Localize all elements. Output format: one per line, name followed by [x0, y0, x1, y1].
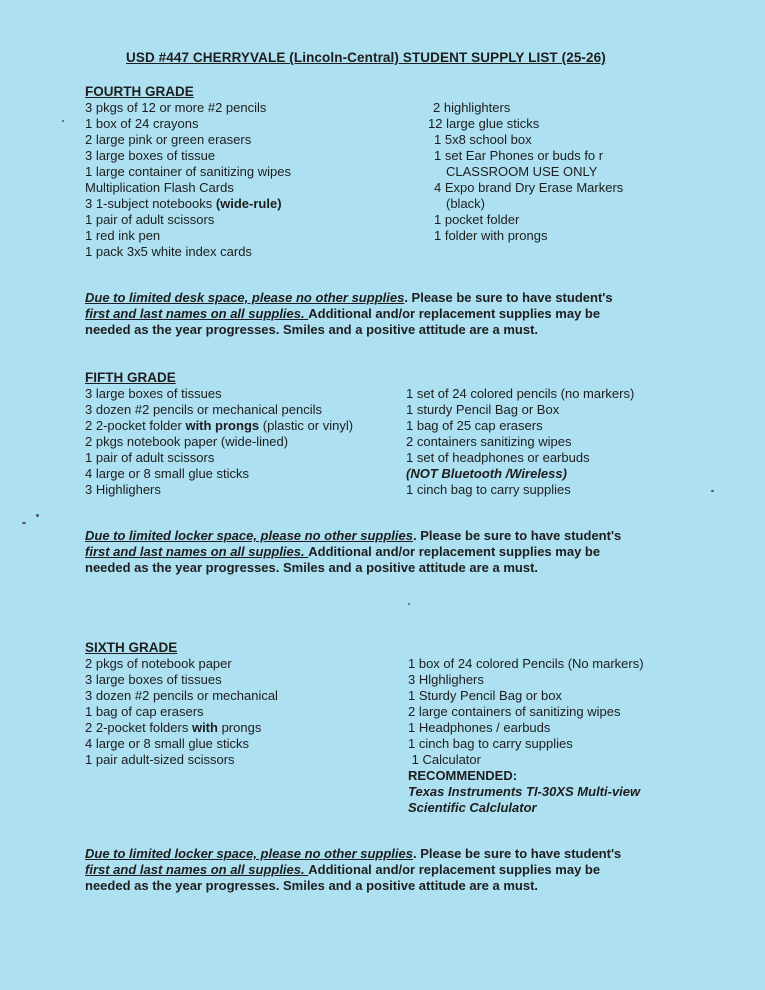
item-text: prongs [217, 720, 262, 735]
notice-text: . Please be sure to have student's [412, 846, 622, 861]
notice-space-text: Due to limited locker space, please no other supplies [85, 528, 413, 543]
list-item: 3 Highlighers [85, 482, 161, 497]
list-item: 3 large boxes of tissues [85, 672, 222, 687]
supplies-notice [85, 528, 705, 576]
list-item: 1 bag of 25 cap erasers [406, 418, 543, 433]
list-item: 4 large or 8 small glue sticks [85, 466, 250, 481]
list-item: 1 set of headphones or earbuds [406, 450, 590, 465]
notice-space-text: Due to limited desk space, please no other supplies [85, 290, 405, 305]
list-item: 1 red ink pen [85, 228, 161, 243]
grade-heading: SIXTH GRADE [85, 640, 178, 655]
list-item: 1 Calculator [408, 752, 481, 767]
list-item: 2 large pink or green erasers [85, 132, 252, 147]
list-item: 1 pack 3x5 white index cards [85, 244, 252, 259]
scan-speck [62, 120, 64, 122]
item-emphasis: with prongs [185, 418, 260, 433]
list-item: 4 Expo brand Dry Erase Markers [434, 180, 624, 195]
notice-text: . Please be sure to have student's [404, 290, 613, 305]
notice-text: needed as the year progresses. Smiles and a positive attitude are a must. [85, 322, 539, 337]
scan-speck [36, 514, 39, 517]
recommended-label: RECOMMENDED: [408, 768, 518, 783]
list-item: 2 pkgs of notebook paper [85, 656, 232, 671]
item-emphasis: (wide-rule) [215, 196, 282, 211]
list-item: 3 large boxes of tissues [85, 386, 222, 401]
recommended-item: Texas Instruments TI-30XS Multi-view [408, 784, 641, 799]
list-item: (black) [446, 196, 486, 211]
scan-speck [22, 522, 26, 524]
list-item: 1 pair of adult scissors [85, 212, 215, 227]
list-item: 1 pair of adult scissors [85, 450, 215, 465]
list-item: 3 dozen #2 pencils or mechanical [85, 688, 278, 703]
list-item: 1 Headphones / earbuds [408, 720, 551, 735]
list-item: 2 large containers of sanitizing wipes [408, 704, 621, 719]
notice-text: Additional and/or replacement supplies may be [308, 544, 601, 559]
notice-text: Additional and/or replacement supplies may be [308, 306, 601, 321]
supplies-notice [85, 846, 705, 894]
supplies-notice [85, 290, 705, 338]
item-text: (plastic or vinyl) [259, 418, 354, 433]
list-item-note: (NOT Bluetooth /Wireless) [406, 466, 567, 481]
list-item [85, 196, 415, 212]
list-item: 1 sturdy Pencil Bag or Box [406, 402, 560, 417]
right-column [408, 656, 644, 816]
scan-speck [711, 490, 714, 492]
notice-names-text: first and last names on all supplies. [85, 862, 309, 877]
notice-text: Additional and/or replacement supplies may be [308, 862, 601, 877]
scan-speck [408, 603, 410, 605]
list-item: 3 dozen #2 pencils or mechanical pencils [85, 402, 323, 417]
left-column [85, 386, 415, 498]
list-item: 1 large container of sanitizing wipes [85, 164, 291, 179]
list-item: 1 bag of cap erasers [85, 704, 204, 719]
list-item: 1 box of 24 crayons [85, 116, 199, 131]
item-emphasis: with [191, 720, 218, 735]
list-item: 1 set Ear Phones or buds fo r [434, 148, 604, 163]
list-item: 2 pkgs notebook paper (wide-lined) [85, 434, 289, 449]
left-column [85, 100, 415, 260]
list-item: 4 large or 8 small glue sticks [85, 736, 250, 751]
notice-text: needed as the year progresses. Smiles and a positive attitude are a must. [85, 878, 539, 893]
left-column [85, 656, 415, 768]
list-item: 2 highlighters [433, 100, 511, 115]
list-item: 3 pkgs of 12 or more #2 pencils [85, 100, 267, 115]
list-item: 1 pair adult-sized scissors [85, 752, 235, 767]
item-text: 3 1-subject notebooks [85, 196, 216, 211]
notice-space-text: Due to limited locker space, please no other supplies [85, 846, 413, 861]
item-text: 2 2-pocket folders [85, 720, 192, 735]
list-item: Multiplication Flash Cards [85, 180, 234, 195]
right-column [406, 386, 634, 498]
grade-heading: FOURTH GRADE [85, 84, 194, 99]
list-item: 12 large glue sticks [428, 116, 540, 131]
notice-names-text: first and last names on all supplies. [85, 544, 309, 559]
list-item: 1 Sturdy Pencil Bag or box [408, 688, 562, 703]
list-item [85, 720, 415, 736]
list-item: 3 large boxes of tissue [85, 148, 216, 163]
list-item: 1 folder with prongs [434, 228, 548, 243]
list-item: 1 box of 24 colored Pencils (No markers) [408, 656, 644, 671]
notice-names-text: first and last names on all supplies. [85, 306, 309, 321]
list-item: CLASSROOM USE ONLY [446, 164, 598, 179]
item-text: 2 2-pocket folder [85, 418, 186, 433]
recommended-item: Scientific Calclulator [408, 800, 537, 815]
list-item [85, 418, 415, 434]
list-item: 2 containers sanitizing wipes [406, 434, 572, 449]
list-item: 1 pocket folder [434, 212, 520, 227]
page-title: USD #447 CHERRYVALE (Lincoln-Central) STUDENT SUPPLY LIST (25-26) [126, 50, 606, 65]
right-column [428, 100, 623, 244]
notice-text: . Please be sure to have student's [412, 528, 622, 543]
list-item: 1 cinch bag to carry supplies [408, 736, 573, 751]
list-item: 1 cinch bag to carry supplies [406, 482, 571, 497]
notice-text: needed as the year progresses. Smiles and a positive attitude are a must. [85, 560, 539, 575]
list-item: 1 5x8 school box [434, 132, 532, 147]
grade-heading: FIFTH GRADE [85, 370, 176, 385]
list-item: 3 Hlghlighers [408, 672, 484, 687]
list-item: 1 set of 24 colored pencils (no markers) [406, 386, 635, 401]
